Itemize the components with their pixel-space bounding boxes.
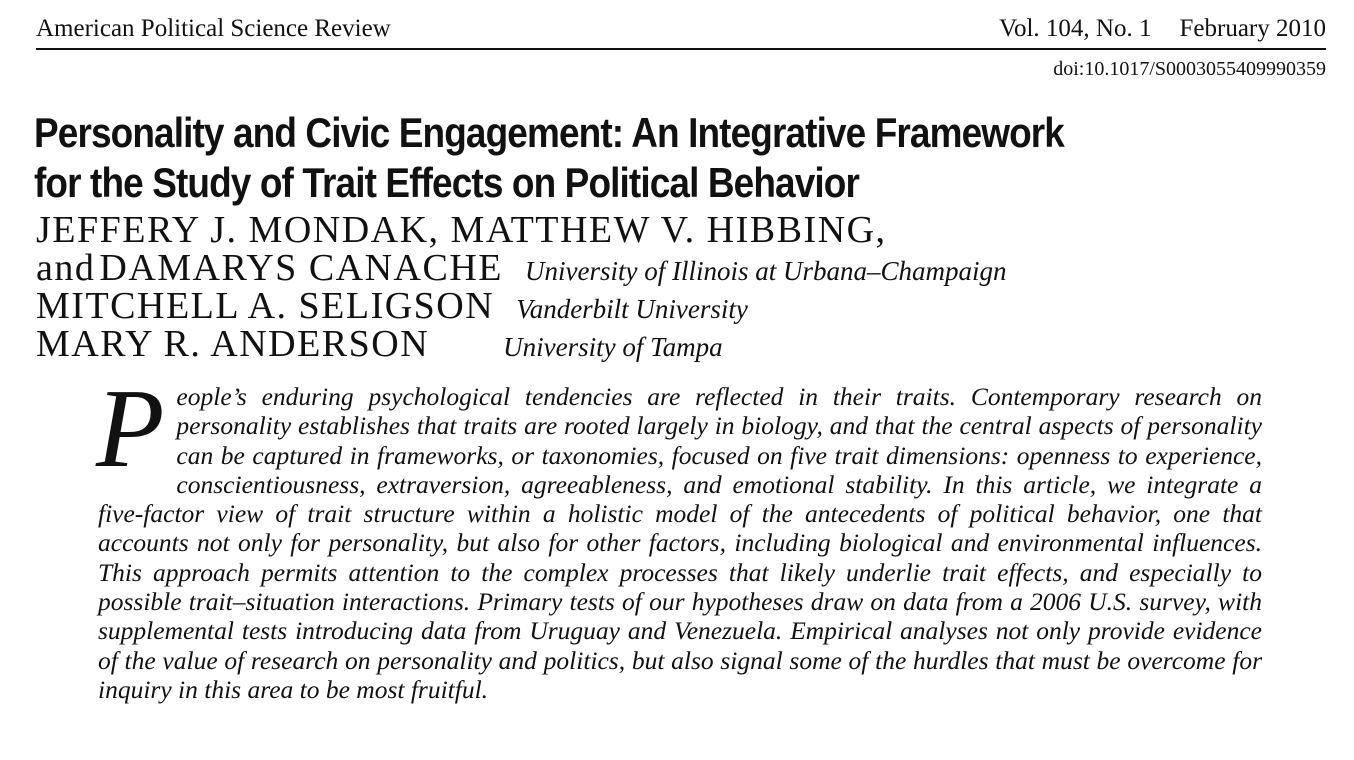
author-name: DAMARYS CANACHE [99,247,503,289]
title-line-1: Personality and Civic Engagement: An Integrative Framework [34,109,1064,156]
author-affiliation: University of Illinois at Urbana–Champaign [525,256,1007,286]
doi-link[interactable]: doi:10.1017/S0003055409990359 [1053,58,1326,80]
drop-cap: P [96,367,165,491]
abstract [96,367,1262,704]
abstract-text: eople’s enduring psychological tendencies are reflected in their traits. Contemporary research on personality establishes that traits are rooted largely in biology, and that the central aspects of personality can be captured in frameworks, or taxonomies, focused on five trait dimensions: openness to experience, conscientiousness, extraversion, agreeableness, and emotional stability. In this article, we integrate a five-factor view of trait structure within a holistic model of the antecedents of political behavior, one that accounts not only for personality, but also for other factors, including biological and environmental influences. This approach permits attention to the complex processes that likely underlie trait effects, and especially to possible trait–situation interactions. Primary tests of our hypotheses draw on data from a 2006 U.S. survey, with supplemental tests introducing data from Uruguay and Venezuela. Empirical analyses not only provide evidence of the value of research on personality and politics, but also signal some of the hurdles that must be overcome for inquiry in this area to be most fruitful. [98,382,1262,704]
author-affiliation: University of Tampa [503,332,723,362]
running-header [36,12,1326,50]
issue-info [999,12,1326,46]
article-title [34,108,1125,208]
author-line-4 [36,324,723,372]
author-name: MARY R. ANDERSON [36,323,430,365]
author-name: MITCHELL A. SELIGSON [36,285,495,327]
publication-date: February 2010 [1179,15,1326,42]
author-names: JEFFERY J. MONDAK, MATTHEW V. HIBBING, [36,209,887,251]
volume-number: Vol. 104, No. 1 [999,15,1152,42]
and-word: and [36,247,96,289]
title-line-2: for the Study of Trait Effects on Political Behavior [34,159,859,206]
journal-name: American Political Science Review [36,15,391,42]
author-affiliation: Vanderbilt University [516,294,748,324]
